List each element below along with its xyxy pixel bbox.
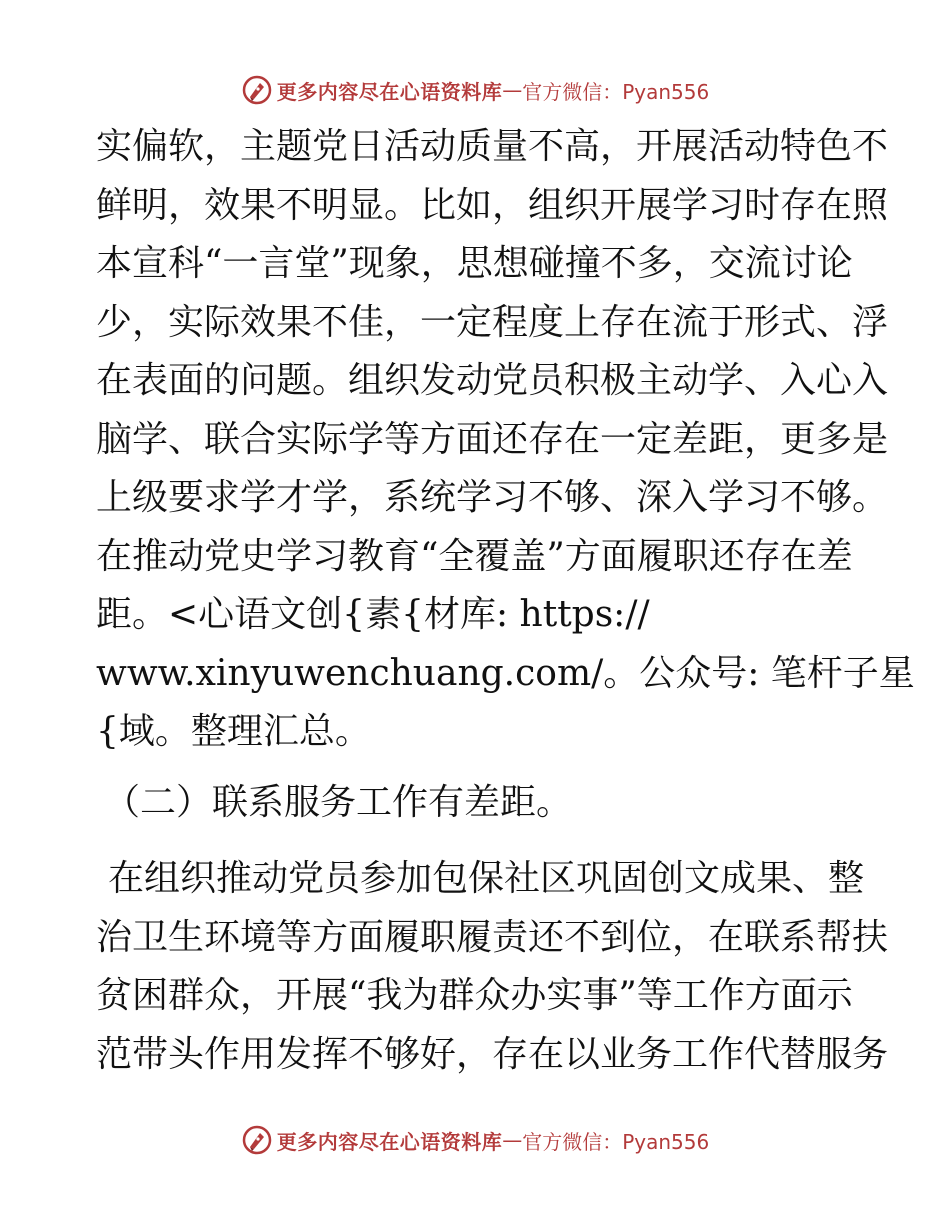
pen-nib-logo-icon — [241, 74, 273, 106]
text-line: {域。整理汇总。 — [96, 711, 371, 752]
text-line: 治卫生环境等方面履职履责还不到位，在联系帮扶 — [96, 916, 889, 958]
text-line: 实偏软，主题党日活动质量不高，开展活动特色不 — [96, 126, 889, 167]
paragraph-2 — [96, 850, 889, 1084]
text-line: 在组织推动党员参加包保社区巩固创文成果、整 — [108, 858, 865, 899]
text-line: 范带头作用发挥不够好，存在以业务工作代替服务 — [96, 1033, 889, 1075]
footer-banner — [0, 1120, 950, 1160]
text-line: 脑学、联合实际学等方面还存在一定差距，更多是 — [96, 418, 889, 460]
header-banner — [0, 70, 950, 110]
text-line: 贫困群众，开展“我为群众办实事”等工作方面示 — [96, 975, 853, 1016]
text-line: 距。<心语文创{素{材库: https:// — [96, 594, 650, 635]
banner-brand-text: 更多内容尽在心语资料库 — [276, 1129, 503, 1154]
text-line: 在表面的问题。组织发动党员积极主动学、入心入 — [96, 360, 889, 401]
banner-wechat-text: 官方微信：Pyan556 — [522, 79, 710, 104]
text-line: 本宣科“一言堂”现象，思想碰撞不多，交流讨论 — [96, 243, 853, 284]
text-line: 鲜明，效果不明显。比如，组织开展学习时存在照 — [96, 184, 889, 226]
pen-nib-logo-icon — [241, 1124, 273, 1156]
banner-brand-text: 更多内容尽在心语资料库 — [276, 79, 503, 104]
banner-dash: — — [502, 78, 523, 102]
section-heading: （二）联系服务工作有差距。 — [104, 781, 573, 823]
paragraph-1 — [96, 118, 915, 762]
banner-dash: — — [502, 1128, 523, 1152]
text-line: 上级要求学才学，系统学习不够、深入学习不够。 — [96, 477, 889, 518]
document-body — [96, 118, 915, 1084]
text-line: 少，实际效果不佳，一定程度上存在流于形式、浮 — [96, 301, 889, 343]
text-line: www.xinyuwenchuang.com/。公众号: 笔杆子星 — [96, 652, 915, 694]
text-line: 在推动党史学习教育“全覆盖”方面履职还存在差 — [96, 535, 853, 577]
banner-wechat-text: 官方微信：Pyan556 — [522, 1129, 710, 1154]
